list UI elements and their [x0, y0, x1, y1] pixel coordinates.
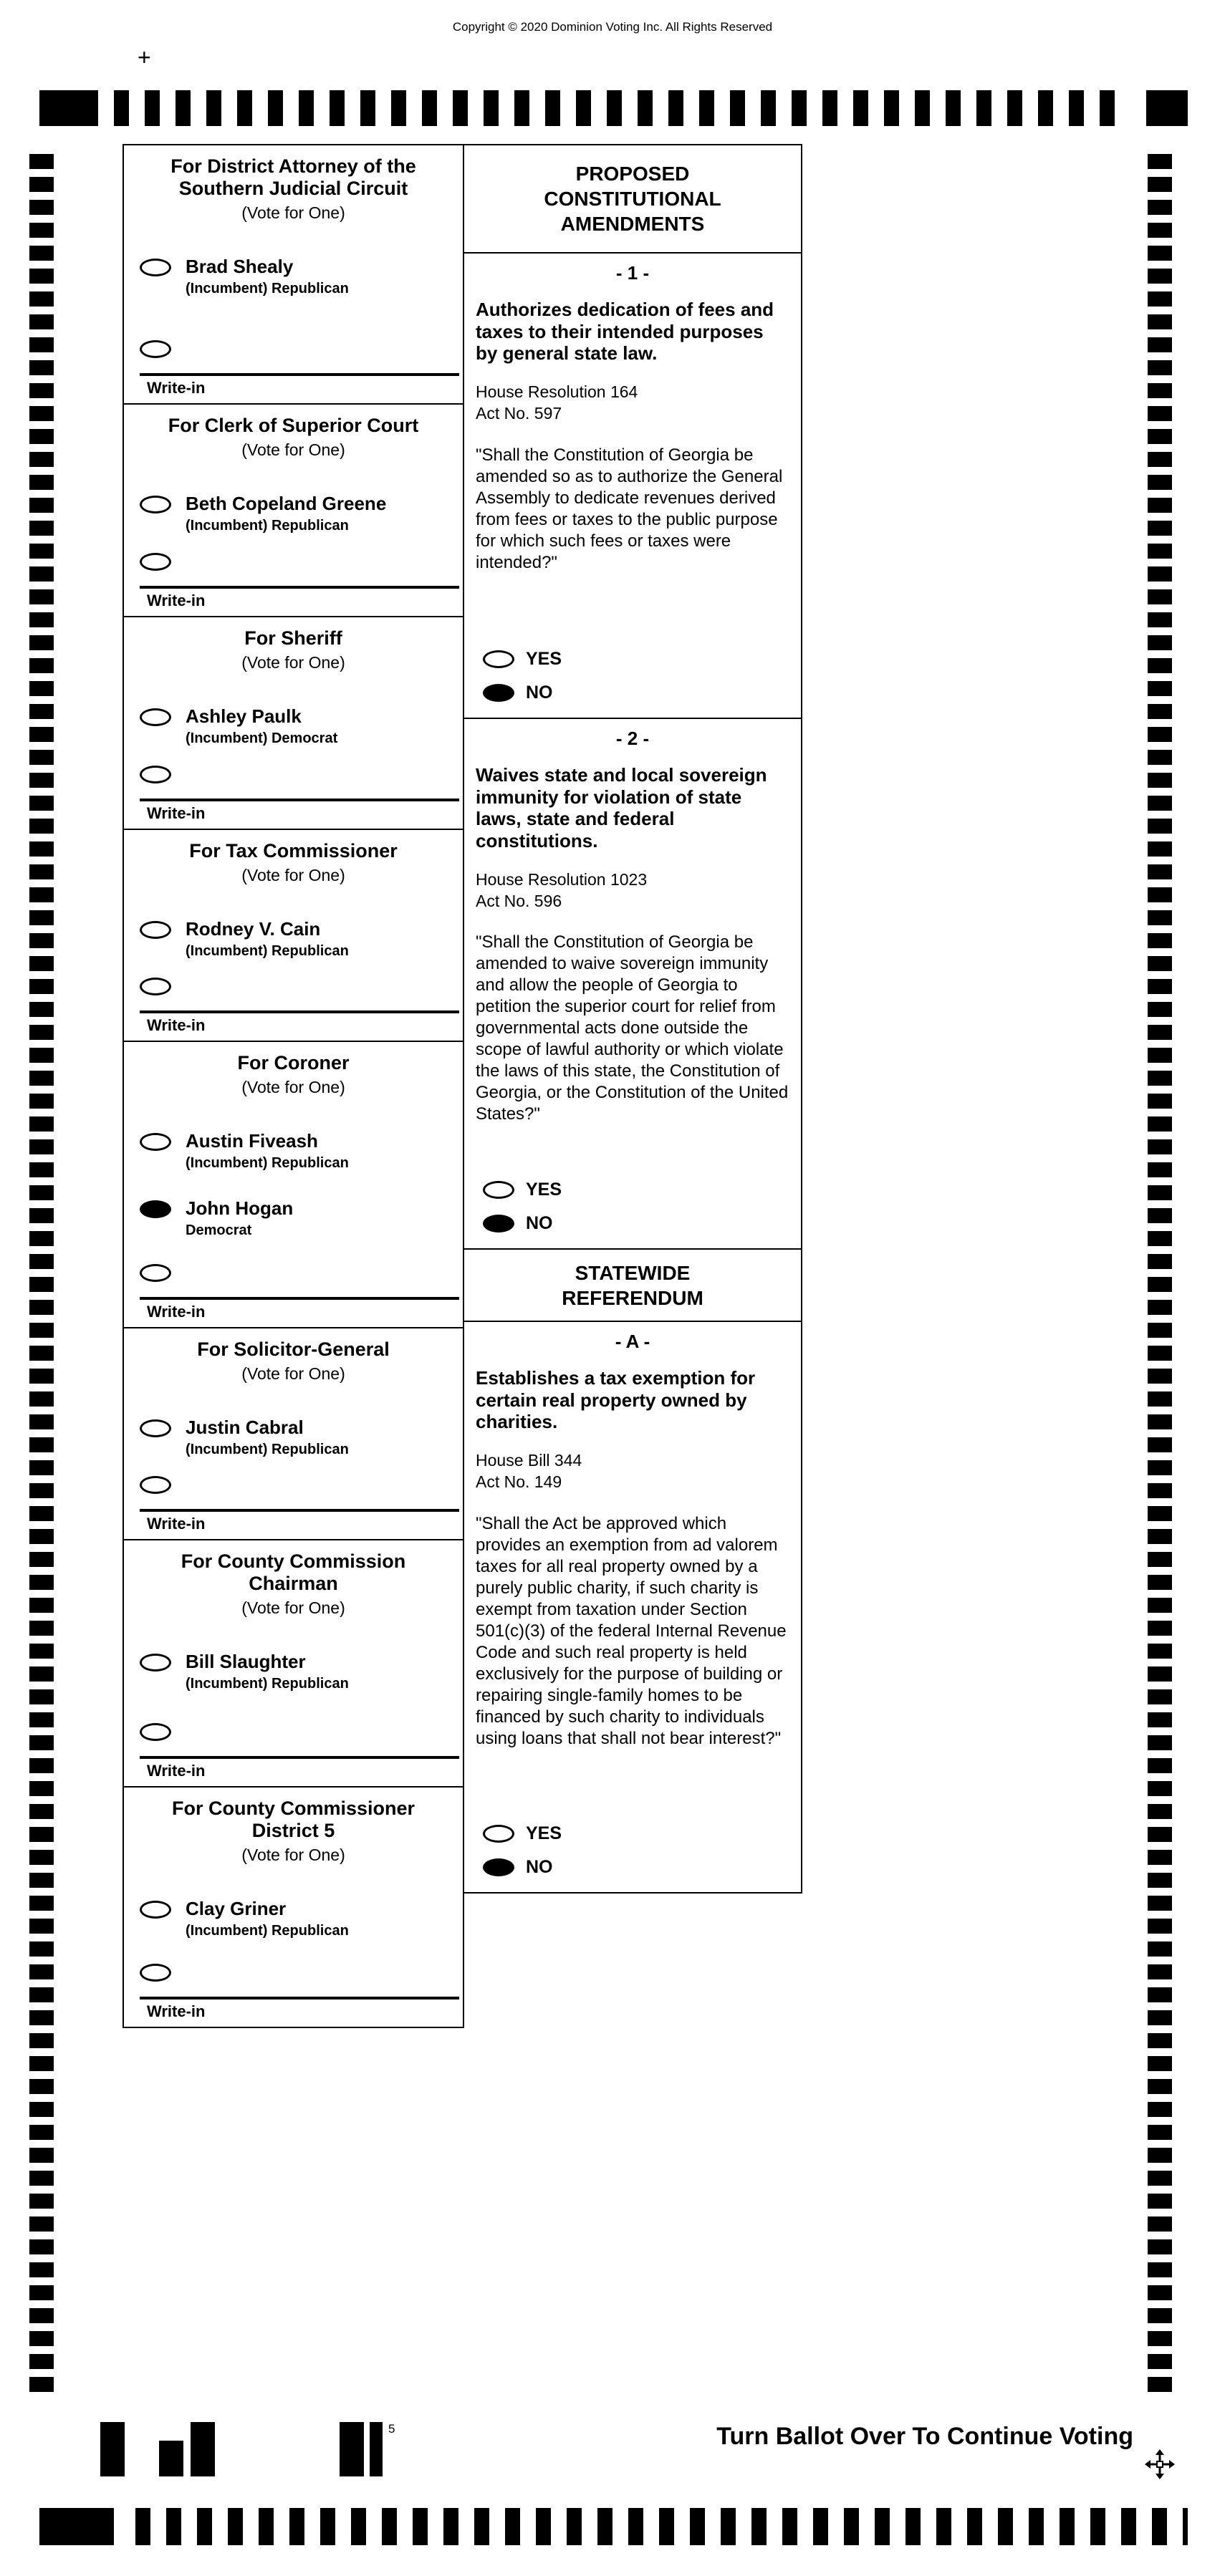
candidate-name: Bill Slaughter	[186, 1651, 306, 1673]
alignment-plus-mark: +	[138, 44, 151, 70]
write-in-group	[124, 553, 463, 616]
write-in-label: Write-in	[147, 804, 206, 822]
race-county-commissioner-district-5	[123, 1786, 464, 2028]
vote-for-one-label: (Vote for One)	[241, 653, 345, 672]
yes-option	[483, 1180, 801, 1200]
measure-reference-line1: House Resolution 164	[476, 382, 638, 402]
measure-summary: Waives state and local sovereign immunity for violation of state laws, state and federal constitutions.	[476, 764, 767, 852]
candidate-name: Justin Cabral	[186, 1417, 304, 1439]
write-in-line[interactable]	[140, 1010, 459, 1013]
write-in-group	[124, 1264, 463, 1327]
vote-for-one-label: (Vote for One)	[241, 1078, 345, 1097]
write-in-group	[124, 1476, 463, 1539]
race-title: For Coroner	[237, 1052, 350, 1074]
timing-marks-right	[1148, 154, 1172, 2396]
write-in-label: Write-in	[147, 2002, 206, 2020]
vote-for-one-label: (Vote for One)	[241, 866, 345, 885]
measures-column	[463, 144, 802, 1894]
write-in-line[interactable]	[140, 1997, 459, 1999]
write-in-oval[interactable]	[140, 1476, 171, 1494]
measure-question: "Shall the Constitution of Georgia be amended so as to authorize the General Assembly to dedicate revenues derived from fees or taxes to the public purpose for which such fees or taxes were intended?"	[476, 445, 783, 572]
ballot-oval[interactable]	[140, 921, 171, 939]
candidate-detail: (Incumbent) Republican	[186, 943, 349, 960]
write-in-group	[124, 340, 463, 403]
yes-label: YES	[526, 1180, 562, 1200]
write-in-oval[interactable]	[140, 1264, 171, 1282]
candidate-row	[140, 1419, 463, 1458]
timing-block-left	[39, 90, 98, 126]
race-title: For Tax Commissioner	[189, 840, 398, 862]
candidate-detail: (Incumbent) Republican	[186, 1155, 349, 1172]
ballot-oval[interactable]	[140, 1654, 171, 1671]
candidate-name: Beth Copeland Greene	[186, 493, 387, 515]
vote-for-one-label: (Vote for One)	[241, 1364, 345, 1384]
write-in-oval[interactable]	[140, 1723, 171, 1741]
amendment-1	[463, 252, 802, 719]
write-in-group	[124, 1723, 463, 1786]
candidate-name: John Hogan	[186, 1197, 294, 1220]
candidate-row	[140, 493, 463, 534]
race-title: For Clerk of Superior Court	[168, 415, 419, 436]
candidate-row	[140, 918, 463, 960]
vote-for-one-label: (Vote for One)	[241, 1846, 345, 1865]
measure-reference-line2: Act No. 597	[476, 403, 562, 423]
candidate-row	[140, 1130, 463, 1172]
no-option	[483, 682, 801, 703]
measure-reference	[476, 1450, 789, 1493]
yes-oval[interactable]	[483, 1181, 514, 1199]
ballot-oval[interactable]	[140, 1901, 171, 1919]
measure-reference-line2: Act No. 149	[476, 1472, 562, 1491]
write-in-oval[interactable]	[140, 1964, 171, 1982]
write-in-label: Write-in	[147, 592, 206, 609]
no-option	[483, 1857, 801, 1878]
measure-number: - 1 -	[615, 262, 650, 284]
measure-summary: Authorizes dedication of fees and taxes to their intended purposes by general state law.	[476, 299, 774, 365]
race-district-attorney	[123, 144, 464, 405]
candidate-detail: (Incumbent) Republican	[186, 1442, 349, 1458]
candidate-name: Brad Shealy	[186, 256, 294, 278]
race-county-commission-chairman	[123, 1539, 464, 1788]
write-in-line[interactable]	[140, 373, 459, 376]
candidate-detail: Democrat	[186, 1222, 252, 1239]
barcode-bar	[370, 2422, 383, 2476]
ballot-oval[interactable]	[140, 1133, 171, 1151]
write-in-oval[interactable]	[140, 340, 171, 358]
ballot-oval[interactable]	[140, 259, 171, 276]
measure-summary: Establishes a tax exemption for certain real property owned by charities.	[476, 1367, 756, 1433]
yes-option	[483, 649, 801, 670]
timing-marks-left	[29, 154, 54, 2396]
vote-for-one-label: (Vote for One)	[241, 440, 345, 460]
amendment-2	[463, 718, 802, 1250]
barcode-bar	[100, 2422, 125, 2476]
yes-oval[interactable]	[483, 650, 514, 668]
race-title: For County Commission Chairman	[181, 1550, 406, 1595]
registration-crosshair-icon	[1145, 2449, 1175, 2479]
turn-ballot-over-instruction: Turn Ballot Over To Continue Voting	[716, 2423, 1133, 2450]
barcode-bar	[340, 2422, 364, 2476]
yes-label: YES	[526, 1823, 562, 1843]
barcode-bar	[159, 2441, 183, 2476]
measure-options	[483, 1810, 801, 1878]
measure-reference-line1: House Bill 344	[476, 1451, 582, 1470]
timing-marks-bottom	[39, 2508, 1188, 2545]
measure-number: - 2 -	[615, 728, 650, 749]
no-option	[483, 1213, 801, 1234]
write-in-oval[interactable]	[140, 553, 171, 571]
yes-oval[interactable]	[483, 1825, 514, 1843]
barcode-digit: 5	[388, 2422, 395, 2436]
race-title: For County Commissioner District 5	[171, 1798, 415, 1842]
write-in-label: Write-in	[147, 1762, 206, 1780]
timing-block-bottom-left	[39, 2508, 114, 2545]
timing-marks-top	[39, 90, 1188, 126]
race-clerk-superior-court	[123, 403, 464, 617]
candidate-name: Clay Griner	[186, 1898, 287, 1920]
write-in-line[interactable]	[140, 586, 459, 589]
race-coroner	[123, 1041, 464, 1328]
measure-reference	[476, 382, 789, 425]
write-in-label: Write-in	[147, 1303, 206, 1321]
copyright-line: Copyright © 2020 Dominion Voting Inc. All Rights Reserved	[452, 20, 773, 34]
timing-bars-top	[114, 90, 1130, 126]
write-in-group	[124, 1964, 463, 2027]
write-in-label: Write-in	[147, 1016, 206, 1034]
yes-label: YES	[526, 649, 562, 669]
vote-for-one-label: (Vote for One)	[241, 1598, 345, 1618]
candidate-row	[140, 1651, 463, 1692]
race-title: For District Attorney of the Southern Judicial Circuit	[170, 155, 416, 200]
race-tax-commissioner	[123, 829, 464, 1042]
ballot-oval-filled[interactable]	[140, 1200, 171, 1218]
measure-number: - A -	[615, 1331, 650, 1352]
amendments-header-box	[463, 144, 802, 254]
candidate-detail: (Incumbent) Republican	[186, 1676, 349, 1692]
ballot-barcode	[100, 2422, 501, 2476]
candidate-detail: (Incumbent) Democrat	[186, 730, 338, 747]
no-label: NO	[526, 682, 553, 703]
candidate-races-column	[123, 144, 464, 2028]
write-in-line[interactable]	[140, 1509, 459, 1512]
no-oval-filled[interactable]	[483, 684, 514, 702]
write-in-line[interactable]	[140, 1756, 459, 1759]
write-in-line[interactable]	[140, 799, 459, 801]
write-in-oval[interactable]	[140, 978, 171, 995]
measure-question: "Shall the Constitution of Georgia be amended to waive sovereign immunity and allow the people of Georgia to petition the superior court for relief from governmental acts done outside the scope of lawful authority or which violate the laws of this state, the Constitution of Georgia, or the Constitution of the United States?"	[476, 932, 789, 1124]
write-in-oval[interactable]	[140, 766, 171, 783]
referendum-header: STATEWIDE REFERENDUM	[562, 1261, 703, 1309]
write-in-group	[124, 766, 463, 829]
candidate-row	[140, 1197, 463, 1239]
candidate-name: Rodney V. Cain	[186, 918, 321, 940]
barcode-bar	[191, 2422, 215, 2476]
candidate-detail: (Incumbent) Republican	[186, 518, 349, 534]
measure-options	[483, 636, 801, 703]
ballot-oval[interactable]	[140, 1419, 171, 1437]
no-oval-filled[interactable]	[483, 1858, 514, 1876]
ballot-oval[interactable]	[140, 708, 171, 726]
yes-option	[483, 1823, 801, 1844]
referendum-a	[463, 1321, 802, 1894]
write-in-group	[124, 978, 463, 1041]
timing-bars-bottom	[135, 2508, 1188, 2545]
candidate-row	[140, 705, 463, 747]
timing-block-right	[1146, 90, 1188, 126]
candidate-detail: (Incumbent) Republican	[186, 281, 349, 297]
ballot-oval[interactable]	[140, 496, 171, 513]
candidate-detail: (Incumbent) Republican	[186, 1923, 349, 1939]
write-in-label: Write-in	[147, 1515, 206, 1533]
write-in-line[interactable]	[140, 1297, 459, 1300]
race-sheriff	[123, 616, 464, 830]
no-label: NO	[526, 1857, 553, 1877]
race-solicitor-general	[123, 1327, 464, 1540]
measure-reference-line1: House Resolution 1023	[476, 869, 648, 889]
candidate-name: Austin Fiveash	[186, 1130, 318, 1152]
referendum-header-box	[463, 1248, 802, 1322]
no-oval-filled[interactable]	[483, 1215, 514, 1232]
write-in-label: Write-in	[147, 379, 206, 397]
candidate-name: Ashley Paulk	[186, 705, 302, 728]
race-title: For Sheriff	[244, 627, 342, 649]
amendments-header: PROPOSED CONSTITUTIONAL AMENDMENTS	[544, 163, 721, 235]
measure-question: "Shall the Act be approved which provides an exemption from ad valorem taxes for all real property owned by a purely public charity, if such charity is exempt from taxation under Section 501(c)(3) of the federal Internal Revenue Code and such real property is held exclusively for the purpose of building or repairing single-family homes to be financed by such charity to individuals using loans that shall not bear interest?"	[476, 1513, 787, 1748]
race-title: For Solicitor-General	[197, 1338, 390, 1360]
measure-reference	[476, 869, 789, 912]
measure-reference-line2: Act No. 596	[476, 891, 562, 910]
no-label: NO	[526, 1213, 553, 1233]
candidate-row	[140, 256, 463, 297]
candidate-row	[140, 1898, 463, 1939]
vote-for-one-label: (Vote for One)	[241, 203, 345, 223]
measure-options	[483, 1167, 801, 1234]
